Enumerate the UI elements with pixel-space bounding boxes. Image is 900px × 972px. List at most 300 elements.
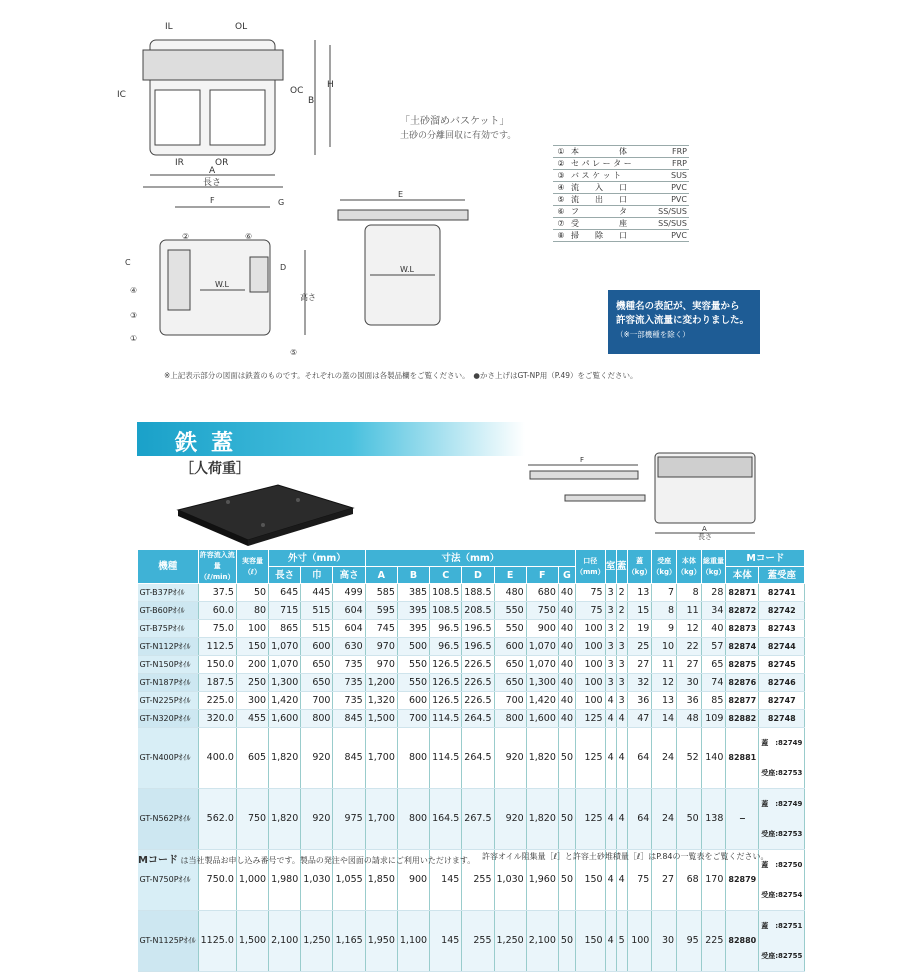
spec-A: 970 — [365, 656, 397, 674]
spec-E: 1,250 — [494, 911, 526, 972]
th-bore: 口径（mm） — [576, 550, 606, 584]
spec-row — [138, 728, 805, 789]
th-g: G — [558, 567, 575, 584]
th-width: 巾 — [301, 567, 333, 584]
parts-row — [553, 206, 689, 218]
spec-L: 715 — [269, 602, 301, 620]
spec-mlid: 82745 — [759, 656, 805, 674]
section-banner — [137, 422, 525, 456]
spec-flow: 750.0 — [198, 850, 236, 911]
parts-name: フ タ — [569, 206, 647, 218]
spec-bore: 100 — [576, 638, 606, 656]
spec-mbody: 82879 — [726, 850, 759, 911]
spec-C: 126.5 — [430, 656, 462, 674]
parts-no: ⑦ — [553, 218, 569, 230]
spec-bore: 100 — [576, 692, 606, 710]
spec-mlid — [759, 789, 805, 850]
spec-lids: 3 — [616, 638, 627, 656]
small-label-a: A — [702, 525, 707, 533]
spec-cap: 300 — [236, 692, 268, 710]
spec-E: 480 — [494, 584, 526, 602]
th-total-kg: 総重量（kg） — [701, 550, 726, 584]
small-plan-drawing — [520, 445, 775, 540]
spec-bore: 75 — [576, 602, 606, 620]
spec-flow: 1125.0 — [198, 911, 236, 972]
spec-D: 255 — [462, 911, 494, 972]
spec-bodykg: 30 — [677, 674, 702, 692]
spec-model: GT-N320Pｵｲﾙ — [138, 710, 199, 728]
spec-lids: 4 — [616, 710, 627, 728]
spec-A: 585 — [365, 584, 397, 602]
spec-model: GT-N150Pｵｲﾙ — [138, 656, 199, 674]
label-g: G — [278, 198, 285, 207]
spec-G: 40 — [558, 692, 575, 710]
spec-rooms: 3 — [605, 602, 616, 620]
footer-reference-note: 許容オイル阻集量［ℓ］と許容土砂堆積量［ℓ］はP.84の一覧表をご覧ください。 — [482, 852, 769, 861]
callout-1: ① — [130, 334, 138, 343]
parts-no: ④ — [553, 182, 569, 194]
small-label-length: 長さ — [698, 533, 712, 540]
spec-rooms: 4 — [605, 789, 616, 850]
label-ic: IC — [117, 90, 126, 100]
spec-A: 1,700 — [365, 728, 397, 789]
spec-G: 40 — [558, 638, 575, 656]
spec-model: GT-N112Pｵｲﾙ — [138, 638, 199, 656]
spec-cap: 750 — [236, 789, 268, 850]
spec-W: 800 — [301, 710, 333, 728]
spec-total: 109 — [701, 710, 726, 728]
spec-D: 267.5 — [462, 789, 494, 850]
spec-lids: 2 — [616, 602, 627, 620]
spec-G: 40 — [558, 584, 575, 602]
label-wl-end: W.L — [400, 265, 414, 274]
spec-W: 515 — [301, 620, 333, 638]
spec-lidkg: 36 — [627, 692, 652, 710]
spec-L: 2,100 — [269, 911, 301, 972]
spec-row — [138, 656, 805, 674]
spec-H: 845 — [333, 728, 365, 789]
notice-line1: 機種名の表記が、実容量から — [616, 301, 740, 312]
th-f: F — [526, 567, 558, 584]
spec-F: 680 — [526, 584, 558, 602]
spec-C: 108.5 — [430, 584, 462, 602]
spec-row — [138, 602, 805, 620]
spec-flow: 562.0 — [198, 789, 236, 850]
spec-model: GT-N225Pｵｲﾙ — [138, 692, 199, 710]
label-d: D — [280, 263, 287, 272]
spec-total: 57 — [701, 638, 726, 656]
spec-lidkg: 64 — [627, 728, 652, 789]
spec-mlid-seat: 受座:82755 — [761, 952, 803, 960]
spec-H: 975 — [333, 789, 365, 850]
spec-bore: 75 — [576, 584, 606, 602]
th-lid-kg: 蓋（kg） — [627, 550, 652, 584]
spec-row — [138, 584, 805, 602]
spec-B: 800 — [397, 789, 429, 850]
th-length: 長さ — [269, 567, 301, 584]
spec-total: 65 — [701, 656, 726, 674]
spec-mlid-lid: 蓋 :82749 — [761, 739, 803, 747]
spec-bodykg: 11 — [677, 602, 702, 620]
spec-A: 970 — [365, 638, 397, 656]
spec-D: 226.5 — [462, 692, 494, 710]
spec-G: 50 — [558, 789, 575, 850]
spec-G: 50 — [558, 911, 575, 972]
spec-bore: 125 — [576, 789, 606, 850]
spec-mlid: 82741 — [759, 584, 805, 602]
label-a: A — [209, 166, 216, 176]
spec-D: 226.5 — [462, 674, 494, 692]
spec-B: 900 — [397, 850, 429, 911]
spec-mbody: − — [726, 789, 759, 850]
spec-H: 1,055 — [333, 850, 365, 911]
parts-name: セ パ レ ー タ ー — [569, 158, 647, 170]
spec-H: 845 — [333, 710, 365, 728]
parts-no: ⑧ — [553, 230, 569, 242]
spec-W: 445 — [301, 584, 333, 602]
spec-bore: 125 — [576, 728, 606, 789]
spec-seatkg: 8 — [652, 602, 677, 620]
spec-seatkg: 24 — [652, 728, 677, 789]
spec-mbody: 82880 — [726, 911, 759, 972]
parts-row — [553, 218, 689, 230]
spec-A: 1,700 — [365, 789, 397, 850]
spec-seatkg: 27 — [652, 850, 677, 911]
spec-L: 1,600 — [269, 710, 301, 728]
spec-rooms: 4 — [605, 728, 616, 789]
spec-H: 630 — [333, 638, 365, 656]
spec-G: 50 — [558, 850, 575, 911]
th-d: D — [462, 567, 494, 584]
spec-mbody: 82882 — [726, 710, 759, 728]
spec-cap: 1,500 — [236, 911, 268, 972]
spec-A: 1,850 — [365, 850, 397, 911]
spec-D: 255 — [462, 850, 494, 911]
spec-B: 800 — [397, 728, 429, 789]
label-length: 長さ — [203, 178, 222, 188]
spec-bore: 100 — [576, 674, 606, 692]
spec-bodykg: 95 — [677, 911, 702, 972]
spec-lidkg: 25 — [627, 638, 652, 656]
spec-F: 1,600 — [526, 710, 558, 728]
spec-W: 700 — [301, 692, 333, 710]
label-oc: OC — [290, 86, 304, 96]
callout-2: ② — [182, 232, 190, 241]
spec-mlid: 82742 — [759, 602, 805, 620]
spec-mlid: 82743 — [759, 620, 805, 638]
spec-mbody: 82873 — [726, 620, 759, 638]
spec-bodykg: 68 — [677, 850, 702, 911]
th-outer: 外寸（mm） — [269, 550, 366, 567]
spec-D: 264.5 — [462, 710, 494, 728]
th-b: B — [397, 567, 429, 584]
spec-model: GT-B60Pｵｲﾙ — [138, 602, 199, 620]
spec-C: 126.5 — [430, 674, 462, 692]
spec-D: 208.5 — [462, 602, 494, 620]
spec-rooms: 3 — [605, 584, 616, 602]
spec-lids: 3 — [616, 674, 627, 692]
spec-F: 900 — [526, 620, 558, 638]
spec-seatkg: 30 — [652, 911, 677, 972]
spec-E: 550 — [494, 602, 526, 620]
spec-seatkg: 9 — [652, 620, 677, 638]
spec-flow: 37.5 — [198, 584, 236, 602]
spec-model: GT-N1125Pｵｲﾙ — [138, 911, 199, 972]
spec-flow: 320.0 — [198, 710, 236, 728]
spec-D: 196.5 — [462, 638, 494, 656]
spec-L: 645 — [269, 584, 301, 602]
spec-bodykg: 12 — [677, 620, 702, 638]
spec-total: 225 — [701, 911, 726, 972]
spec-row — [138, 620, 805, 638]
label-height: 高さ — [300, 293, 316, 302]
spec-bore: 100 — [576, 656, 606, 674]
spec-row — [138, 789, 805, 850]
spec-F: 1,820 — [526, 789, 558, 850]
spec-D: 264.5 — [462, 728, 494, 789]
label-wl: W.L — [215, 280, 229, 289]
spec-H: 735 — [333, 692, 365, 710]
spec-mlid — [759, 911, 805, 972]
spec-row — [138, 692, 805, 710]
spec-B: 550 — [397, 656, 429, 674]
spec-model: GT-N187Pｵｲﾙ — [138, 674, 199, 692]
spec-mbody: 82871 — [726, 584, 759, 602]
spec-mlid-seat: 受座:82754 — [761, 891, 803, 899]
parts-name: バ ス ケ ッ ト — [569, 170, 647, 182]
th-dims: 寸法（mm） — [365, 550, 575, 567]
spec-mlid: 82744 — [759, 638, 805, 656]
spec-L: 1,070 — [269, 656, 301, 674]
spec-G: 40 — [558, 656, 575, 674]
spec-lidkg: 19 — [627, 620, 652, 638]
spec-model: GT-B75Pｵｲﾙ — [138, 620, 199, 638]
spec-total: 85 — [701, 692, 726, 710]
spec-F: 2,100 — [526, 911, 558, 972]
th-capacity: 実容量（ℓ） — [236, 550, 268, 584]
spec-bodykg: 52 — [677, 728, 702, 789]
spec-B: 700 — [397, 710, 429, 728]
spec-F: 1,960 — [526, 850, 558, 911]
spec-lids: 4 — [616, 728, 627, 789]
th-mcode: Mコード — [726, 550, 805, 567]
th-body-kg: 本体（kg） — [677, 550, 702, 584]
spec-E: 650 — [494, 656, 526, 674]
parts-row — [553, 230, 689, 242]
th-height: 高さ — [333, 567, 365, 584]
spec-lids: 3 — [616, 656, 627, 674]
spec-bodykg: 36 — [677, 692, 702, 710]
parts-material: PVC — [647, 182, 689, 194]
spec-G: 40 — [558, 620, 575, 638]
spec-E: 920 — [494, 728, 526, 789]
spec-D: 226.5 — [462, 656, 494, 674]
spec-flow: 60.0 — [198, 602, 236, 620]
spec-total: 34 — [701, 602, 726, 620]
spec-A: 595 — [365, 602, 397, 620]
spec-A: 1,320 — [365, 692, 397, 710]
parts-material: SS/SUS — [647, 206, 689, 218]
label-f: F — [210, 196, 215, 205]
spec-bodykg: 8 — [677, 584, 702, 602]
spec-rooms: 4 — [605, 692, 616, 710]
spec-C: 96.5 — [430, 638, 462, 656]
notice-line2: 許容流入流量に変わりました。 — [616, 315, 750, 326]
spec-mlid-lid: 蓋 :82749 — [761, 800, 803, 808]
label-il: IL — [165, 22, 173, 32]
spec-L: 1,980 — [269, 850, 301, 911]
section-title: 鉄蓋 — [175, 431, 248, 456]
spec-E: 800 — [494, 710, 526, 728]
th-flow: 許容流入流量（ℓ/min） — [198, 550, 236, 584]
spec-A: 1,200 — [365, 674, 397, 692]
label-or: OR — [215, 158, 229, 168]
parts-name: 流 出 口 — [569, 194, 647, 206]
spec-lidkg: 27 — [627, 656, 652, 674]
spec-F: 1,070 — [526, 656, 558, 674]
spec-lidkg: 32 — [627, 674, 652, 692]
spec-F: 1,070 — [526, 638, 558, 656]
spec-B: 500 — [397, 638, 429, 656]
spec-mbody: 82875 — [726, 656, 759, 674]
spec-F: 1,820 — [526, 728, 558, 789]
spec-table — [137, 549, 805, 972]
callout-5: ⑤ — [290, 348, 298, 357]
spec-rooms: 4 — [605, 850, 616, 911]
parts-material: PVC — [647, 194, 689, 206]
section-subtitle: ［人荷重］ — [180, 461, 250, 477]
parts-material: PVC — [647, 230, 689, 242]
spec-cap: 50 — [236, 584, 268, 602]
spec-bore: 150 — [576, 850, 606, 911]
callout-3: ③ — [130, 311, 138, 320]
spec-rooms: 3 — [605, 638, 616, 656]
parts-no: ⑤ — [553, 194, 569, 206]
spec-mbody: 82876 — [726, 674, 759, 692]
spec-flow: 150.0 — [198, 656, 236, 674]
spec-mlid: 82746 — [759, 674, 805, 692]
spec-F: 1,300 — [526, 674, 558, 692]
spec-lidkg: 100 — [627, 911, 652, 972]
spec-B: 550 — [397, 674, 429, 692]
spec-cap: 250 — [236, 674, 268, 692]
spec-G: 40 — [558, 710, 575, 728]
spec-C: 108.5 — [430, 602, 462, 620]
spec-H: 604 — [333, 602, 365, 620]
spec-bodykg: 27 — [677, 656, 702, 674]
parts-row — [553, 194, 689, 206]
spec-rooms: 3 — [605, 620, 616, 638]
spec-L: 1,070 — [269, 638, 301, 656]
spec-L: 865 — [269, 620, 301, 638]
spec-E: 700 — [494, 692, 526, 710]
th-seat-kg: 受座（kg） — [652, 550, 677, 584]
spec-total: 28 — [701, 584, 726, 602]
parts-name: 掃 除 口 — [569, 230, 647, 242]
callout-4: ④ — [130, 286, 138, 295]
parts-row — [553, 158, 689, 170]
spec-lids: 4 — [616, 789, 627, 850]
spec-seatkg: 7 — [652, 584, 677, 602]
spec-G: 40 — [558, 674, 575, 692]
spec-model: GT-N400Pｵｲﾙ — [138, 728, 199, 789]
spec-flow: 75.0 — [198, 620, 236, 638]
spec-bodykg: 22 — [677, 638, 702, 656]
spec-model: GT-B37Pｵｲﾙ — [138, 584, 199, 602]
parts-row — [553, 146, 689, 158]
spec-B: 385 — [397, 584, 429, 602]
spec-C: 164.5 — [430, 789, 462, 850]
parts-row — [553, 182, 689, 194]
spec-cap: 100 — [236, 620, 268, 638]
spec-B: 1,100 — [397, 911, 429, 972]
spec-E: 600 — [494, 638, 526, 656]
spec-lidkg: 15 — [627, 602, 652, 620]
spec-total: 40 — [701, 620, 726, 638]
spec-E: 920 — [494, 789, 526, 850]
footer-left-text: は当社製品お申し込み番号です。製品の発注や図面の請求にご利用いただけます。 — [180, 856, 476, 865]
parts-no: ② — [553, 158, 569, 170]
spec-total: 140 — [701, 728, 726, 789]
spec-mbody: 82872 — [726, 602, 759, 620]
spec-total: 170 — [701, 850, 726, 911]
section-view-drawing — [120, 195, 330, 370]
notice-box — [608, 290, 760, 354]
spec-W: 650 — [301, 656, 333, 674]
spec-L: 1,420 — [269, 692, 301, 710]
spec-W: 650 — [301, 674, 333, 692]
spec-total: 74 — [701, 674, 726, 692]
basket-heading: 「土砂溜めバスケット」 — [400, 116, 510, 127]
parts-no: ⑥ — [553, 206, 569, 218]
basket-description: 土砂の分離回収に有効です。 — [400, 131, 517, 141]
spec-B: 600 — [397, 692, 429, 710]
parts-material: SUS — [647, 170, 689, 182]
spec-W: 920 — [301, 728, 333, 789]
spec-mbody: 82881 — [726, 728, 759, 789]
spec-cap: 1,000 — [236, 850, 268, 911]
th-mcode-body: 本体 — [726, 567, 759, 584]
footer-mcode-label: Mコード — [138, 855, 178, 866]
spec-C: 96.5 — [430, 620, 462, 638]
spec-lids: 3 — [616, 692, 627, 710]
spec-bodykg: 50 — [677, 789, 702, 850]
spec-mlid-seat: 受座:82753 — [761, 769, 803, 777]
spec-lids: 2 — [616, 620, 627, 638]
spec-D: 196.5 — [462, 620, 494, 638]
spec-cap: 455 — [236, 710, 268, 728]
label-e: E — [398, 190, 404, 199]
spec-rooms: 3 — [605, 674, 616, 692]
spec-row — [138, 638, 805, 656]
spec-mlid-lid: 蓋 :82751 — [761, 922, 803, 930]
spec-bore: 150 — [576, 911, 606, 972]
iron-lid-image — [168, 480, 358, 548]
drawing-note: ※上記表示部分の図面は鉄蓋のものです。それぞれの蓋の図面は各製品欄をご覧ください。 ●かさ上げはGT-NP用（P.49）をご覧ください。 — [164, 371, 638, 380]
label-ir: IR — [175, 158, 184, 168]
spec-A: 1,500 — [365, 710, 397, 728]
spec-H: 1,165 — [333, 911, 365, 972]
spec-lids: 5 — [616, 911, 627, 972]
spec-G: 50 — [558, 728, 575, 789]
parts-no: ① — [553, 146, 569, 158]
spec-D: 188.5 — [462, 584, 494, 602]
notice-line3: （※一部機種を除く） — [616, 330, 690, 339]
parts-material: SS/SUS — [647, 218, 689, 230]
spec-W: 1,250 — [301, 911, 333, 972]
th-rooms: 室 — [605, 550, 616, 584]
spec-seatkg: 14 — [652, 710, 677, 728]
